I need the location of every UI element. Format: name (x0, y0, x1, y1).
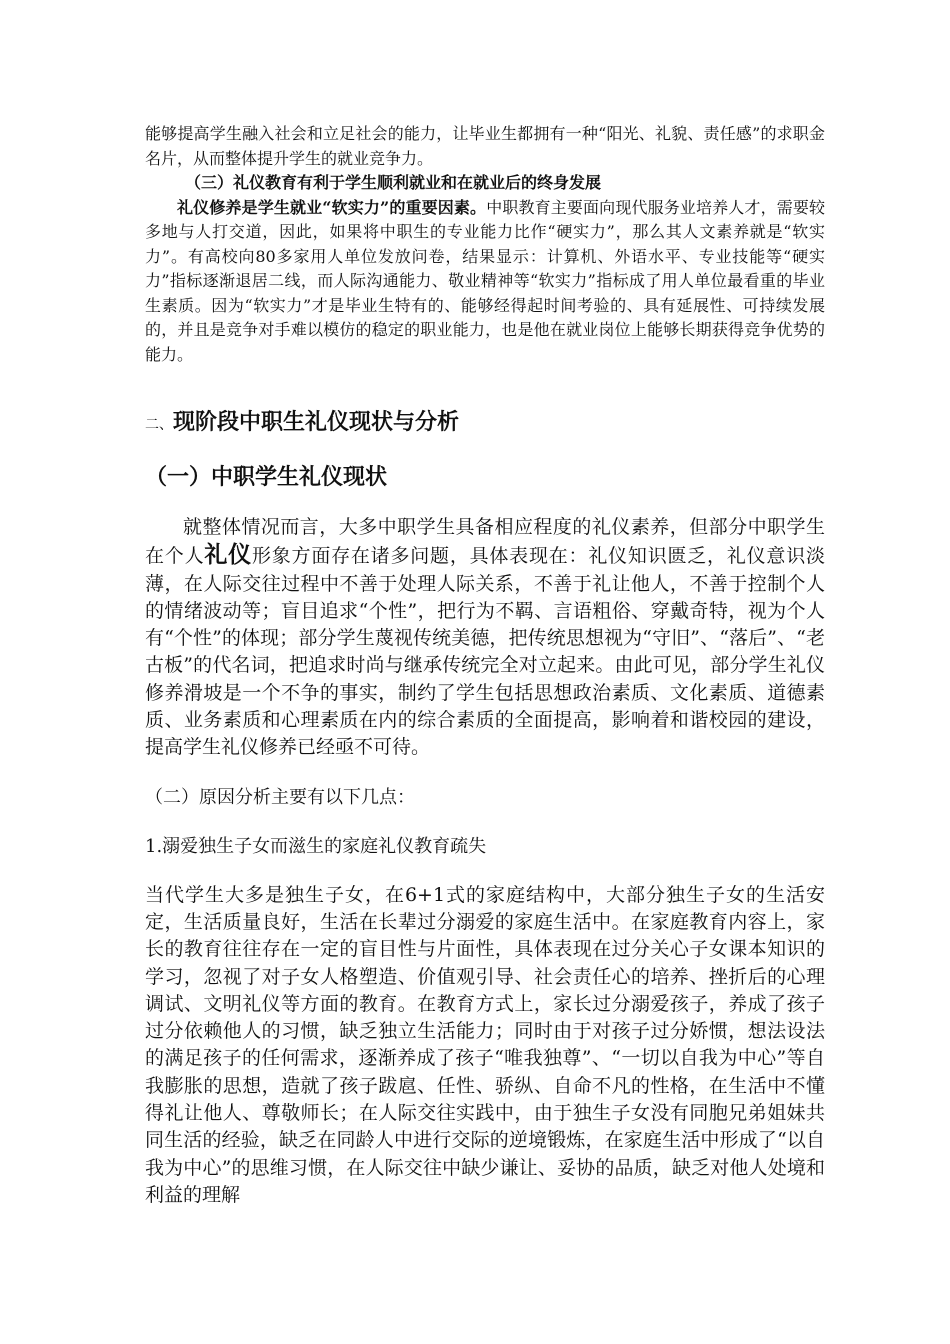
status-text-after: 形象方面存在诸多问题，具体表现在：礼仪知识匮乏，礼仪意识淡薄，在人际交往过程中不善于处理人际关系，不善于礼让他人，不善于控制个人的情绪波动等；盲目追求“个性”，把行为不羁、言语粗俗、穿戴奇特，视为个人有“个性”的体现；部分学生蔑视传统美德，把传统思想视为“守旧”、“落后”、“老古板”的代名词，把追求时尚与继承传统完全对立起来。由此可见，部分学生礼仪修养滑坡是一个不争的事实，制约了学生包括思想政治素质、文化素质、道德素质、业务素质和心理素质在内的综合素质的全面提高，影响着和谐校园的建设，提高学生礼仪修养已经亟不可待。 (145, 545, 825, 759)
soft-power-body: 中职教育主要面向现代服务业培养人才，需要较多地与人打交道，因此，如果将中职生的专业能力比作“硬实力”，那么其人文素养就是“软实力”。有高校向80多家用人单位发放问卷，结果显示：计算机、外语水平、专业技能等“硬实力”指标逐渐退居二线，而人际沟通能力、敬业精神等“软实力”指标成了用人单位最看重的毕业生素质。因为“软实力”才是毕业生特有的、能够经得起时间考验的、具有延展性、可持续发展的，并且是竞争对手难以模仿的稳定的职业能力，也是他在就业岗位上能够长期获得竞争优势的能力。 (145, 197, 825, 364)
intro-paragraph: 能够提高学生融入社会和立足社会的能力，让毕业生都拥有一种“阳光、礼貌、责任感”的求职金名片，从而整体提升学生的就业竞争力。 (145, 124, 825, 168)
section-number: 二、 (145, 417, 173, 433)
status-paragraph (145, 514, 825, 762)
soft-power-paragraph (145, 196, 825, 368)
soft-power-lead: 礼仪修养是学生就业“软实力”的重要因素。 (177, 197, 487, 217)
subheading-3: （三）礼仪教育有利于学生顺利就业和在就业后的终身发展 (185, 173, 602, 192)
point-1-heading: 1.溺爱独生子女而滋生的家庭礼仪教育疏失 (145, 835, 487, 857)
status-emphasis: 礼仪 (204, 541, 252, 569)
analysis-heading: （二）原因分析主要有以下几点： (145, 786, 415, 808)
status-text-before: 就整体情况而言，大多中职学生具备相应程度的礼仪素养，但部分中职学生在个人 (145, 516, 825, 568)
section-heading-2 (145, 407, 825, 440)
document-page (145, 122, 825, 1209)
point-1-body: 当代学生大多是独生子女，在6+1式的家庭结构中，大部分独生子女的生活安定，生活质量良好，生活在长辈过分溺爱的家庭生活中。在家庭教育内容上，家长的教育往往存在一定的盲目性与片面性，具体表现在过分关心子女课本知识的学习，忽视了对子女人格塑造、价值观引导、社会责任心的培养、挫折后的心理调试、文明礼仪等方面的教育。在教育方式上，家长过分溺爱孩子，养成了孩子过分依赖他人的习惯，缺乏独立生活能力；同时由于对孩子过分娇惯，想法设法的满足孩子的任何需求，逐渐养成了孩子“唯我独尊”、“一切以自我为中心”等自我膨胀的思想，造就了孩子跋扈、任性、骄纵、自命不凡的性格，在生活中不懂得礼让他人、尊敬师长；在人际交往实践中，由于独生子女没有同胞兄弟姐妹共同生活的经验，缺乏在同龄人中进行交际的逆境锻炼，在家庭生活中形成了“以自我为中心”的思维习惯，在人际交往中缺少谦让、妥协的品质，缺乏对他人处境和利益的理解 (145, 883, 825, 1206)
subsection-heading-1: （一）中职学生礼仪现状 (145, 464, 388, 490)
section-title: 现阶段中职生礼仪现状与分析 (173, 409, 460, 435)
